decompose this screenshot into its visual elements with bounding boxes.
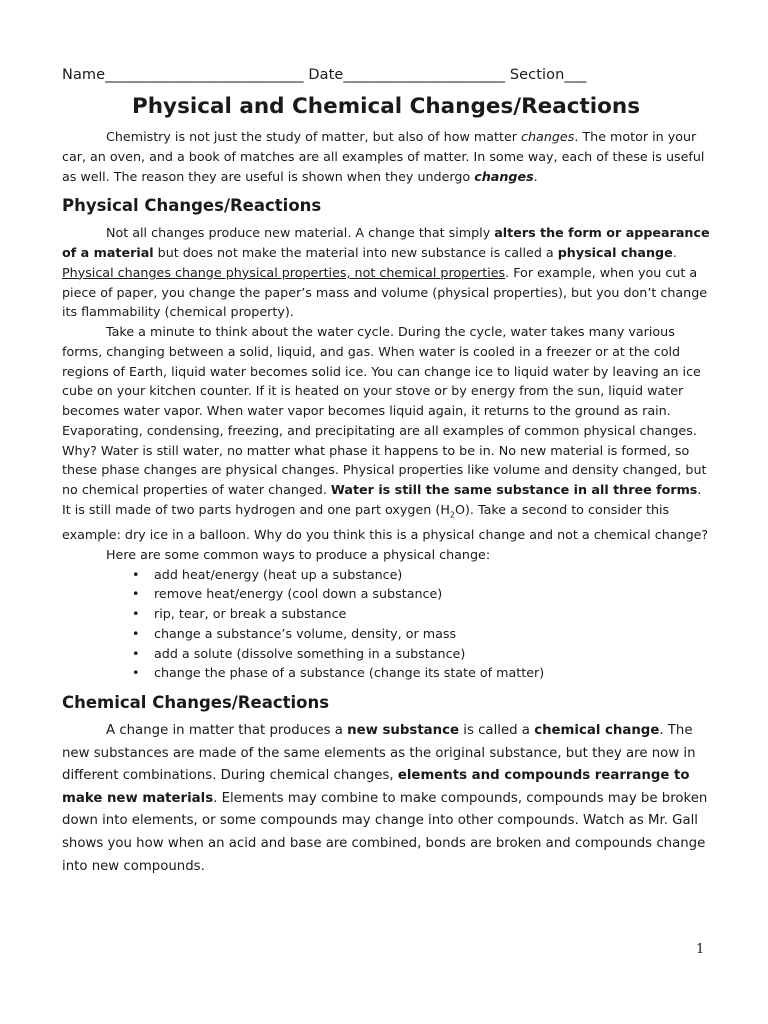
physical-changes-heading: Physical Changes/Reactions <box>62 196 322 216</box>
physical-paragraph-2 <box>62 322 710 545</box>
physical-p1-text-g: . For example, when you cut a piece of paper, you change the paper’s mass and volume (physical properties), but you don’t change its flammability (chemical property). <box>62 264 708 320</box>
ways-list-intro: Here are some common ways to produce a physical change: <box>106 546 491 562</box>
bullet-icon: • <box>132 606 140 622</box>
intro-strong-changes: changes <box>474 168 534 184</box>
chemical-p1-text-a: A change in matter that produces a <box>106 723 348 739</box>
intro-text-3: . <box>533 168 538 184</box>
chemical-p1-bold-new-substance: new substance <box>347 723 460 739</box>
list-item-text: add heat/energy (heat up a substance) <box>154 566 403 582</box>
physical-p2-text-a: Take a minute to think about the water cycle. During the cycle, water takes many various forms, changing between a solid, liquid, and gas. When water is cooled in a freezer or at the cold regions of Earth, liquid water becomes solid ice. You can change ice to liquid water by leaving an ice cube on your kitchen counter. If it is heated on your stove or by energy from the sun, liquid water becomes water vapor. When water vapor becomes liquid again, it returns to the ground as rain. Evaporating, condensing, freezing, and precipitating are all examples of common physical changes. Why? Water is still water, no matter what phase it happens to be in. No new material is formed, so these phase changes are physical changes. Physical properties like volume and density changed, but no chemical properties of water changed. <box>62 324 707 497</box>
physical-p1-bold-alters: alters the form or appearance of a material <box>62 225 710 260</box>
list-item <box>132 624 710 644</box>
water-formula-subscript: 2 <box>449 510 455 520</box>
physical-change-ways-list <box>62 565 710 684</box>
bullet-icon: • <box>132 625 140 641</box>
intro-emphasis-changes: changes <box>521 129 575 144</box>
physical-paragraph-1 <box>62 223 710 322</box>
physical-p1-underlined-definition: Physical changes change physical properties, not chemical properties <box>62 264 506 280</box>
list-item-text: add a solute (dissolve something in a substance) <box>154 645 466 661</box>
bullet-icon: • <box>132 586 140 602</box>
chemical-paragraph-1 <box>62 720 710 878</box>
list-item <box>132 663 710 683</box>
list-item-text: remove heat/energy (cool down a substance) <box>154 586 443 602</box>
date-label: Date <box>308 67 344 83</box>
student-info-line <box>62 64 710 86</box>
intro-text-1: Chemistry is not just the study of matter, but also of how matter <box>106 129 522 144</box>
chemical-p1-text-g: . Elements may combine to make compounds, compounds may be broken down into elements, or some compounds may change into other compounds. Watch as Mr. Gall shows you how when an acid and base are combined, bonds are broken and compounds change into new compounds. <box>62 790 708 874</box>
chemical-p1-text-c: is called a <box>459 723 535 739</box>
list-item-text: change a substance’s volume, density, or mass <box>154 625 457 641</box>
name-field[interactable]: ___________________________ <box>105 67 304 83</box>
list-item <box>132 565 710 585</box>
physical-p1-text-e: . <box>672 245 677 260</box>
bullet-icon: • <box>132 665 140 681</box>
intro-paragraph <box>62 127 710 186</box>
bullet-icon: • <box>132 645 140 661</box>
section-field[interactable]: ___ <box>564 67 587 83</box>
list-item-text: change the phase of a substance (change its state of matter) <box>154 665 545 681</box>
list-item-text: rip, tear, or break a substance <box>154 606 347 622</box>
physical-p1-bold-physical-change: physical change <box>557 245 673 260</box>
physical-p1-text-c: but does not make the material into new substance is called a <box>153 245 558 260</box>
physical-p2-text-d: O). Take a second to consider this example: dry ice in a balloon. Why do you think this is a physical change and not a chemical change? <box>62 501 709 543</box>
physical-p2-text-c: . It is still made of two parts hydrogen and one part oxygen (H <box>62 482 702 517</box>
page-number: 1 <box>696 942 705 957</box>
intro-text-2: . The motor in your car, an oven, and a book of matches are all examples of matter. In some way, each of these is useful as well. The reason they are useful is shown when they undergo <box>62 129 705 184</box>
list-item <box>132 584 710 604</box>
chemical-p1-bold-chemical-change: chemical change <box>534 723 660 739</box>
physical-p2-bold-same-substance: Water is still the same substance in all three forms <box>330 482 698 497</box>
chemical-p1-bold-rearrange: elements and compounds rearrange to make new materials <box>62 768 690 806</box>
list-item <box>132 604 710 624</box>
physical-p1-text-a: Not all changes produce new material. A change that simply <box>106 225 495 241</box>
date-field[interactable]: ______________________ <box>343 67 506 83</box>
chemical-p1-text-e: . The new substances are made of the same elements as the original substance, but they are now in different combinations. During chemical changes, <box>62 723 696 784</box>
list-item <box>132 644 710 664</box>
chemical-changes-heading: Chemical Changes/Reactions <box>62 693 330 713</box>
section-label: Section <box>509 67 565 83</box>
name-label: Name <box>62 67 106 83</box>
worksheet-page <box>62 64 710 878</box>
bullet-icon: • <box>132 566 140 582</box>
document-title: Physical and Chemical Changes/Reactions <box>131 94 641 119</box>
